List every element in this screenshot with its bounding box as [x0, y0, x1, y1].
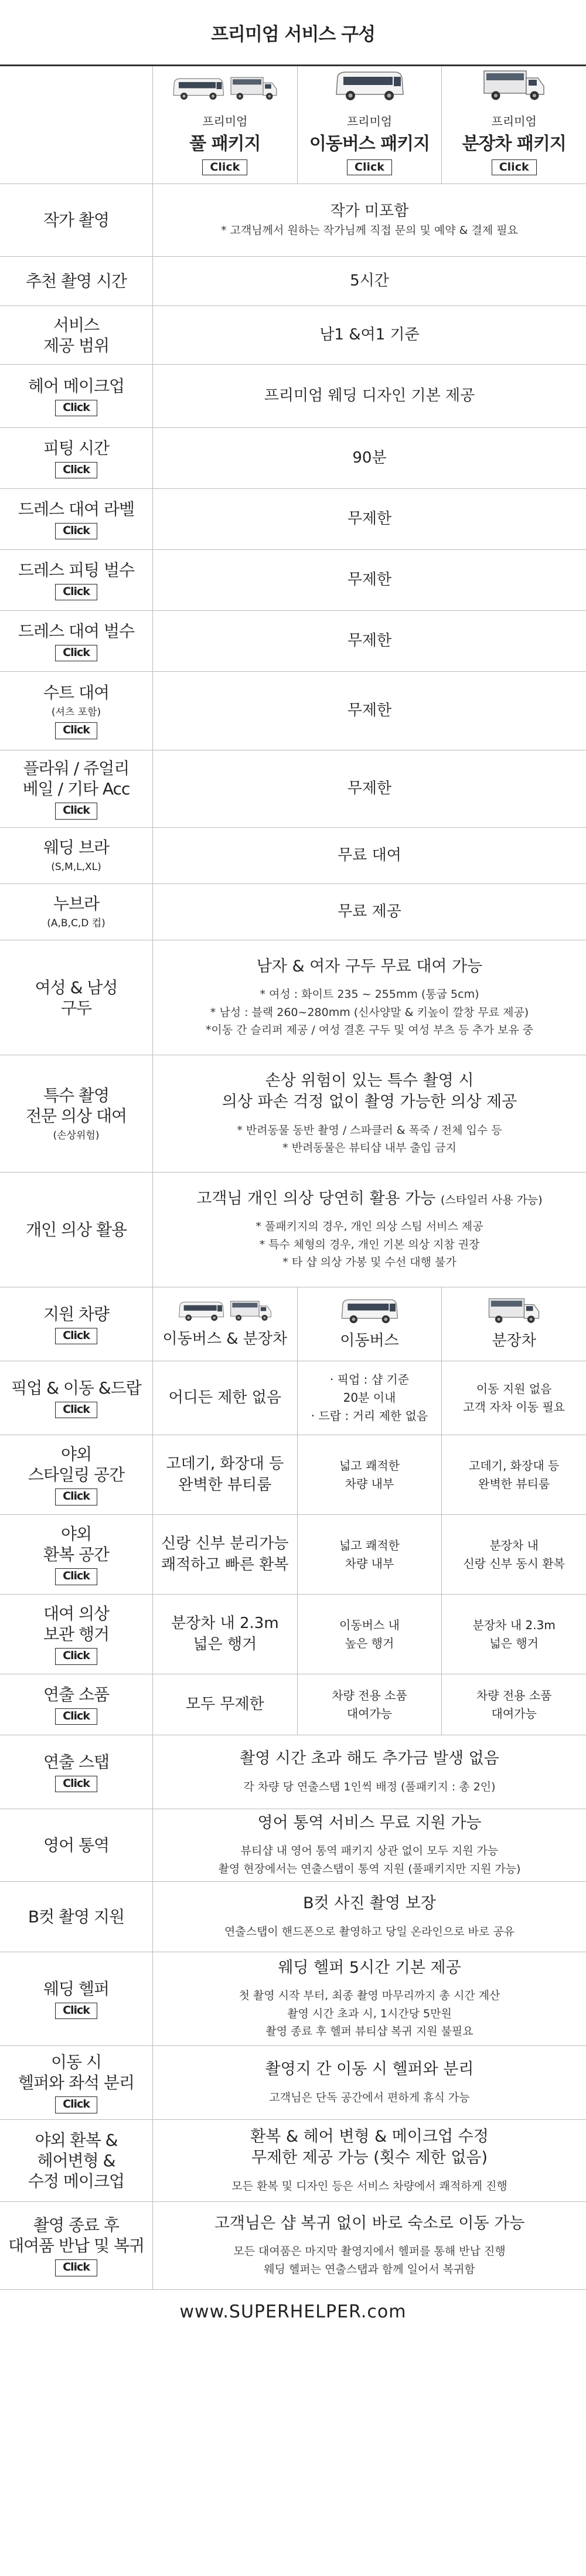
- bus-icon: [178, 1299, 224, 1324]
- row-value: [152, 2202, 586, 2289]
- row-value: 무제한: [152, 489, 586, 549]
- label-line: 헤어변형 &: [37, 2151, 115, 2170]
- cell-bus: [297, 1287, 442, 1361]
- label-line: 보관 행거: [43, 1625, 110, 1644]
- return-click-button[interactable]: Click: [55, 2259, 97, 2276]
- row-label: [0, 489, 152, 549]
- row-outdoor-change: [0, 1515, 586, 1595]
- cell-truck: [441, 1515, 586, 1594]
- value-text: 고객님 개인 의상 당연히 활용 가능: [196, 1189, 436, 1208]
- value-main: 촬영 시간 초과 해도 추가금 발생 없음: [240, 1749, 499, 1768]
- cell-full: [152, 1435, 297, 1514]
- row-label: [0, 1595, 152, 1674]
- value-main: 남자 & 여자 구두 무료 대여 가능: [256, 957, 483, 976]
- row-label: [0, 428, 152, 488]
- value-main: [196, 1188, 542, 1209]
- label-line: 헬퍼와 좌석 분리: [18, 2073, 135, 2093]
- cell-full: [152, 1287, 297, 1361]
- row-outdoor-makeup: [0, 2120, 586, 2202]
- row-label: 영어 통역: [43, 1836, 110, 1855]
- row-recommend-time: [0, 257, 586, 306]
- row-label: [0, 672, 152, 750]
- hair-click-button[interactable]: Click: [55, 400, 97, 417]
- row-return: [0, 2202, 586, 2290]
- row-dress-fitting: [0, 550, 586, 611]
- row-label: [0, 1055, 152, 1172]
- cell-line: 이동 지원 없음: [476, 1381, 552, 1396]
- label-line: 야외 환복 &: [35, 2130, 118, 2150]
- cell-full: 어디든 제한 없음: [152, 1361, 297, 1435]
- row-label: [0, 306, 152, 364]
- row-hair: [0, 365, 586, 428]
- row-move-separation: [0, 2046, 586, 2120]
- truck-icon: [482, 69, 546, 104]
- cell-line: 차량 전용 소품: [476, 1688, 552, 1702]
- package-truck: [441, 66, 586, 183]
- label-line: 웨딩 브라: [43, 838, 110, 858]
- row-value: [152, 1882, 586, 1952]
- value-note: * 남성 : 블랙 260~280mm (신사양말 & 키높이 깔창 무료 제공): [210, 1005, 529, 1019]
- value-note: 모든 대여품은 마지막 촬영지에서 헬퍼를 통해 반납 진행: [233, 2245, 506, 2258]
- cell-text: 분장차: [492, 1331, 536, 1350]
- row-value: 무료 대여: [152, 828, 586, 883]
- value-main: 작가 미포함: [330, 202, 409, 220]
- row-value: [152, 2120, 586, 2201]
- cell-line: 고객 자차 이동 필요: [463, 1399, 565, 1414]
- row-value: 무제한: [152, 672, 586, 750]
- row-scope: [0, 306, 586, 365]
- row-staff: [0, 1735, 586, 1809]
- label-line: 야외: [60, 1524, 92, 1544]
- row-value: 무제한: [152, 611, 586, 671]
- label-line: 이동 시: [50, 2052, 102, 2072]
- row-label: 추천 촬영 시간: [25, 271, 127, 291]
- package-name: 풀 패키지: [189, 134, 261, 154]
- cell-bus: [297, 1361, 442, 1435]
- cell-line: 차량 내부: [345, 1556, 394, 1571]
- row-english: [0, 1809, 586, 1882]
- row-label: [0, 611, 152, 671]
- cell-truck: [441, 1435, 586, 1514]
- row-suit: [0, 672, 586, 750]
- label-line: 구두: [60, 998, 92, 1018]
- cell-bus: [297, 1435, 442, 1514]
- row-label: [0, 750, 152, 827]
- vehicle-images: [172, 74, 278, 104]
- cell-full: 모두 무제한: [152, 1674, 297, 1735]
- cell-line: 신랑 신부 동시 환복: [463, 1556, 565, 1571]
- value-main: 웨딩 헬퍼 5시간 기본 제공: [278, 1958, 461, 1977]
- value-note: 모든 환복 및 디자인 등은 서비스 차량에서 쾌적하게 진행: [231, 2179, 507, 2193]
- truck-icon: [229, 74, 278, 104]
- row-photographer: [0, 184, 586, 257]
- row-bra: [0, 828, 586, 884]
- row-value: [152, 1952, 586, 2045]
- cell-line: 쾌적하고 빠른 환복: [161, 1555, 289, 1574]
- cell-truck: [441, 1287, 586, 1361]
- vehicle-images: [482, 69, 546, 104]
- cell-bus: [297, 1515, 442, 1594]
- dress-fitting-click-button[interactable]: Click: [55, 584, 97, 601]
- dress-label-click-button[interactable]: Click: [55, 523, 97, 540]
- cell-line: · 드랍 : 거리 제한 없음: [311, 1409, 428, 1423]
- value-main: 무제한 제공 가능 (횟수 제한 없음): [251, 2149, 488, 2167]
- label-line: 지원 차량: [43, 1304, 110, 1324]
- truck-icon: [487, 1297, 541, 1326]
- cell-line: 차량 내부: [345, 1476, 394, 1491]
- row-label: [0, 940, 152, 1055]
- cell-line: 높은 행거: [345, 1636, 394, 1650]
- package-name: 분장차 패키지: [462, 134, 566, 154]
- row-label: [0, 1674, 152, 1735]
- row-personal: [0, 1173, 586, 1287]
- footer-url[interactable]: www.SUPERHELPER.com: [179, 2301, 407, 2322]
- cell-line: 넓은 행거: [489, 1636, 539, 1650]
- cell-bus: [297, 1595, 442, 1674]
- row-label: B컷 촬영 지원: [28, 1907, 125, 1926]
- row-label: 개인 의상 활용: [25, 1220, 127, 1239]
- row-vehicle: [0, 1287, 586, 1361]
- full-package-click-button[interactable]: Click: [202, 159, 247, 175]
- bus-icon: [340, 1297, 398, 1326]
- row-dress-rent: [0, 611, 586, 672]
- cell-line: 이동버스 내: [339, 1617, 400, 1632]
- vehicle-click-button[interactable]: Click: [55, 1328, 97, 1345]
- cell-line: 분장차 내 2.3m: [472, 1617, 556, 1632]
- truck-package-click-button[interactable]: Click: [492, 159, 537, 175]
- label-sub: (셔츠 포함): [51, 706, 101, 718]
- row-label: [0, 1287, 152, 1361]
- value-note: 첫 촬영 시작 부터, 최종 촬영 마무리까지 총 시간 계산: [239, 1989, 500, 2003]
- value-note: *이동 간 슬리퍼 제공 / 여성 결혼 구두 및 여성 부츠 등 추가 보유 중: [205, 1023, 534, 1036]
- cell-text: 이동버스: [340, 1331, 399, 1350]
- value-main: 영어 통역 서비스 무료 지원 가능: [257, 1813, 482, 1832]
- label-line: 야외: [60, 1445, 92, 1464]
- value-note: 촬영 종료 후 헬퍼 뷰티샵 복귀 지원 불필요: [265, 2024, 473, 2038]
- row-special: [0, 1055, 586, 1173]
- flower-click-button[interactable]: Click: [55, 803, 97, 820]
- cell-line: 넓고 쾌적한: [339, 1458, 400, 1473]
- fitting-time-click-button[interactable]: Click: [55, 462, 97, 479]
- label-line: 드레스 대여 라벨: [18, 499, 135, 519]
- row-flower: [0, 750, 586, 828]
- row-value: 5시간: [152, 257, 586, 305]
- bus-icon: [334, 69, 404, 104]
- outdoor-change-click-button[interactable]: Click: [55, 1568, 97, 1585]
- row-value: [152, 1735, 586, 1809]
- helper-click-button[interactable]: Click: [55, 2003, 97, 2020]
- cell-line: 고데기, 화장대 등: [166, 1455, 284, 1473]
- value-note: * 고객님께서 원하는 작가님께 직접 문의 및 예약 & 결제 필요: [221, 223, 518, 237]
- cell-line: 완벽한 뷰티룸: [478, 1476, 550, 1491]
- cell-line: · 픽업 : 샵 기준: [329, 1372, 410, 1386]
- bus-package-click-button[interactable]: Click: [347, 159, 392, 175]
- label-line: 피팅 시간: [43, 438, 110, 458]
- row-value: 무료 제공: [152, 884, 586, 940]
- page-title: 프리미엄 서비스 구성: [210, 23, 376, 45]
- package-name: 이동버스 패키지: [309, 134, 430, 154]
- value-main: 손상 위험이 있는 특수 촬영 시: [265, 1071, 474, 1090]
- label-line: 촬영 종료 후: [33, 2215, 120, 2235]
- value-main: 의상 파손 걱정 없이 촬영 가능한 의상 제공: [222, 1093, 517, 1112]
- package-tier-label: 프리미엄: [491, 114, 537, 128]
- row-label: [0, 1361, 152, 1435]
- package-tier-label: 프리미엄: [346, 114, 393, 128]
- row-value: 무제한: [152, 750, 586, 827]
- pickup-click-button[interactable]: Click: [55, 1402, 97, 1419]
- cell-line: 분장차 내 2.3m: [171, 1615, 279, 1633]
- row-hanger: [0, 1595, 586, 1674]
- cell-line: 대여가능: [346, 1706, 393, 1721]
- row-value: [152, 1055, 586, 1172]
- cell-line: 분장차 내: [489, 1538, 539, 1552]
- label-line: 픽업 & 이동 &드랍: [11, 1378, 141, 1398]
- cell-full: [152, 1515, 297, 1594]
- cell-line: 넓고 쾌적한: [339, 1538, 400, 1552]
- label-line: 웨딩 헬퍼: [43, 1979, 110, 1999]
- label-line: 플라워 / 쥬얼리: [23, 759, 130, 779]
- vehicle-images: [487, 1297, 541, 1326]
- value-note: * 풀패키지의 경우, 개인 의상 스팀 서비스 제공: [255, 1220, 483, 1233]
- value-note: 연출스탭이 핸드폰으로 촬영하고 당일 온라인으로 바로 공유: [224, 1925, 515, 1938]
- row-value: [152, 184, 586, 256]
- row-pickup: [0, 1361, 586, 1435]
- row-bcut: [0, 1882, 586, 1952]
- row-label: [0, 2120, 152, 2201]
- label-line: 환복 공간: [43, 1545, 110, 1565]
- row-label: [0, 1952, 152, 2045]
- row-label: [0, 2046, 152, 2119]
- value-main: B컷 사진 촬영 보장: [303, 1894, 436, 1913]
- row-label: [0, 884, 152, 940]
- label-line: 연출 스탭: [43, 1752, 110, 1772]
- label-line: 제공 범위: [43, 335, 110, 355]
- row-label: [0, 1735, 152, 1809]
- truck-icon: [229, 1299, 272, 1324]
- value-note: * 반려동물은 뷰티샵 내부 출입 금지: [282, 1141, 456, 1154]
- label-sub: (S,M,L,XL): [51, 861, 101, 874]
- row-helper: [0, 1952, 586, 2046]
- row-value: [152, 940, 586, 1055]
- row-label: 작가 촬영: [43, 210, 110, 230]
- label-line: 서비스: [53, 315, 100, 335]
- row-value: [152, 1809, 586, 1881]
- row-shoes: [0, 940, 586, 1055]
- label-line: 대여 의상: [43, 1604, 110, 1624]
- row-label: [0, 365, 152, 427]
- row-value: 90분: [152, 428, 586, 488]
- move-separation-click-button[interactable]: Click: [55, 2096, 97, 2113]
- dress-rent-click-button[interactable]: Click: [55, 645, 97, 662]
- cell-truck: [441, 1595, 586, 1674]
- row-label: [0, 550, 152, 610]
- label-sub: (손상위험): [53, 1129, 100, 1141]
- staff-click-button[interactable]: Click: [55, 1776, 97, 1793]
- label-line: 베일 / 기타 Acc: [22, 779, 130, 799]
- label-line: 특수 촬영: [43, 1085, 110, 1105]
- value-note: 촬영 현장에서는 연출스탭이 통역 지원 (풀패키지만 지원 가능): [218, 1862, 521, 1875]
- value-note: * 특수 체형의 경우, 개인 기본 의상 지참 권장: [259, 1238, 480, 1251]
- value-note: 각 차량 당 연출스탭 1인씩 배정 (풀패키지 : 총 2인): [243, 1780, 496, 1793]
- label-line: 대여품 반납 및 복귀: [8, 2236, 145, 2256]
- cell-bus: [297, 1674, 442, 1735]
- cell-line: 신랑 신부 분리가능: [161, 1535, 289, 1553]
- package-full: [152, 66, 297, 183]
- cell-full: [152, 1595, 297, 1674]
- label-line: 전문 의상 대여: [25, 1106, 127, 1126]
- row-value: [152, 2046, 586, 2119]
- row-label: [0, 2202, 152, 2289]
- label-line: 헤어 메이크업: [28, 376, 125, 396]
- label-sub: (A,B,C,D 컵): [47, 917, 105, 930]
- cell-line: 넓은 행거: [193, 1635, 257, 1653]
- row-value: 프리미엄 웨딩 디자인 기본 제공: [152, 365, 586, 427]
- value-main: 고객님은 샵 복귀 없이 바로 숙소로 이동 가능: [214, 2214, 525, 2232]
- row-fitting-time: [0, 428, 586, 489]
- value-main: 환복 & 헤어 변형 & 메이크업 수정: [250, 2127, 489, 2146]
- cell-line: 대여가능: [491, 1706, 537, 1721]
- cell-truck: [441, 1674, 586, 1735]
- package-header-empty: [0, 66, 152, 183]
- row-outdoor-style: [0, 1435, 586, 1515]
- label-line: 드레스 대여 벌수: [18, 621, 135, 641]
- cell-truck: [441, 1361, 586, 1435]
- vehicle-images: [334, 69, 404, 104]
- value-note: * 반려동물 동반 촬영 / 스파클러 & 폭죽 / 전체 입수 등: [237, 1123, 502, 1137]
- value-note: 촬영 시간 초과 시, 1시간당 5만원: [287, 2007, 452, 2020]
- suit-click-button[interactable]: Click: [55, 722, 97, 739]
- label-line: 여성 & 남성: [35, 977, 118, 997]
- value-aside: (스타일러 사용 가능): [440, 1193, 543, 1207]
- value-note: 웨딩 헬퍼는 연출스탭과 함께 일어서 복귀함: [264, 2262, 475, 2276]
- value-note: * 여성 : 화이트 235 ~ 255mm (통굽 5cm): [260, 988, 479, 1001]
- row-value: 남1 &여1 기준: [152, 306, 586, 364]
- label-line: 연출 소품: [43, 1684, 110, 1704]
- vehicle-images: [340, 1297, 398, 1326]
- row-props: [0, 1674, 586, 1735]
- row-label: [0, 828, 152, 883]
- cell-line: 차량 전용 소품: [332, 1688, 407, 1702]
- label-line: 드레스 피팅 벌수: [18, 560, 135, 580]
- label-line: 스타일링 공간: [28, 1465, 125, 1485]
- package-bus: [297, 66, 442, 183]
- bus-icon: [172, 74, 224, 104]
- row-dress-label: [0, 489, 586, 550]
- row-value: [152, 1173, 586, 1287]
- row-label: [0, 1515, 152, 1594]
- hanger-click-button[interactable]: Click: [55, 1648, 97, 1665]
- cell-line: 완벽한 뷰티룸: [178, 1476, 272, 1494]
- row-label: [0, 1435, 152, 1514]
- label-line: 수정 메이크업: [28, 2171, 125, 2191]
- value-note: 뷰티샵 내 영어 통역 패키지 상관 없이 모두 지원 가능: [240, 1844, 499, 1858]
- vehicle-images: [178, 1299, 272, 1324]
- cell-line: 고데기, 화장대 등: [469, 1458, 560, 1473]
- package-tier-label: 프리미엄: [202, 114, 248, 128]
- row-value: 무제한: [152, 550, 586, 610]
- props-click-button[interactable]: Click: [55, 1708, 97, 1725]
- row-nubra: [0, 884, 586, 940]
- value-note: * 타 샵 의상 가봉 및 수선 대행 불가: [282, 1255, 456, 1269]
- value-note: 고객님은 단독 공간에서 편하게 휴식 가능: [269, 2091, 470, 2104]
- label-line: 수트 대여: [43, 683, 110, 702]
- outdoor-style-click-button[interactable]: Click: [55, 1488, 97, 1506]
- package-header: [0, 66, 586, 184]
- label-line: 누브라: [53, 894, 100, 914]
- cell-line: 20분 이내: [343, 1391, 396, 1405]
- value-main: 촬영지 간 이동 시 헬퍼와 분리: [265, 2060, 474, 2079]
- cell-text: 이동버스 & 분장차: [162, 1330, 288, 1348]
